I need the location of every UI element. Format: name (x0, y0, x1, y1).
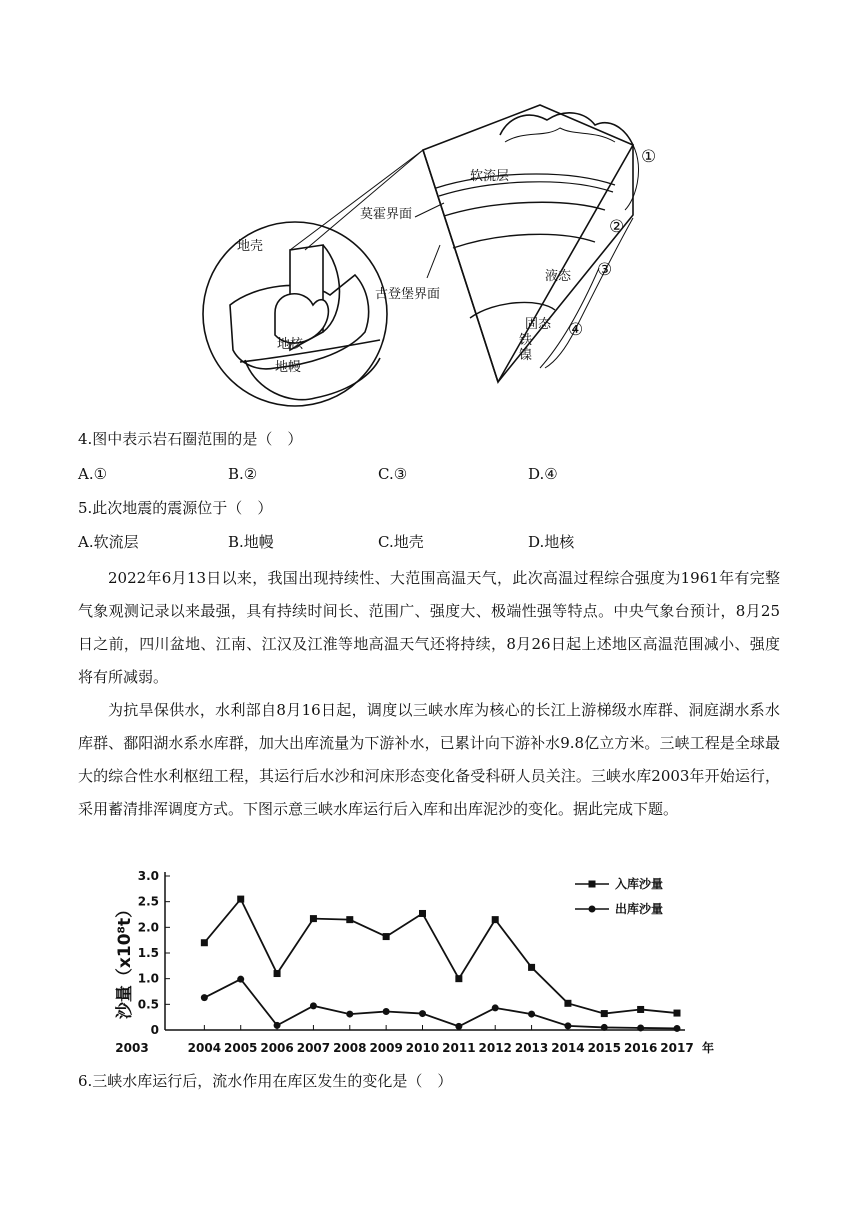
data-point-outflow (274, 1022, 281, 1029)
x-tick-label: 2004 (187, 1041, 222, 1055)
marker-4: ④ (568, 320, 584, 340)
series-line-inflow (204, 899, 677, 1013)
label-gutenberg: 古登堡界面 (375, 287, 441, 302)
marker-2: ② (609, 217, 625, 237)
mantle-line (240, 340, 380, 362)
question-5-stem: 5.此次地震的震源位于（ ） (78, 499, 273, 517)
data-point-inflow (492, 916, 499, 923)
legend-marker-square (589, 881, 596, 888)
q4-option-c[interactable]: C.③ (378, 465, 408, 483)
q5-option-c[interactable]: C.地壳 (378, 533, 424, 551)
label-moho: 莫霍界面 (360, 207, 413, 222)
x-tick-label: 2010 (405, 1041, 440, 1055)
x-tick-label: 2009 (369, 1041, 403, 1055)
q4-option-b[interactable]: B.② (228, 465, 258, 483)
data-point-outflow (237, 976, 244, 983)
data-point-inflow (419, 910, 426, 917)
label-solid: 固态 (525, 317, 552, 332)
data-point-outflow (346, 1011, 353, 1018)
projection-lines (290, 150, 423, 250)
legend-label: 出库沙量 (615, 902, 664, 916)
data-point-inflow (455, 975, 462, 982)
data-point-outflow (674, 1025, 681, 1032)
sediment-line-chart (110, 862, 730, 1062)
x-tick-label: 2013 (514, 1041, 549, 1055)
data-point-outflow (419, 1010, 426, 1017)
core-heart (275, 294, 328, 343)
leader-lines (415, 203, 444, 278)
question-4-stem: 4.图中表示岩石圈范围的是（ ） (78, 430, 303, 448)
q5-option-d[interactable]: D.地核 (528, 533, 575, 551)
legend-label: 入库沙量 (615, 877, 664, 891)
y-tick-label: 0.5 (137, 997, 159, 1012)
data-point-outflow (528, 1011, 535, 1018)
data-point-outflow (455, 1023, 462, 1030)
globe-cutaway (203, 222, 387, 406)
data-point-outflow (492, 1004, 499, 1011)
data-point-outflow (601, 1024, 608, 1031)
x-unit-label: 年 (702, 1041, 715, 1055)
x-tick-label: 2008 (333, 1041, 367, 1055)
passage-paragraph-2: 为抗旱保供水，水利部自8月16日起，调度以三峡水库为核心的长江上游梯级水库群、洞庭湖水系水库群、鄱阳湖水系水库群，加大出库流量为下游补水，已累计向下游补水9.8亿立方米。三峡工程是全球最大的综合性水利枢纽工程，其运行后水沙和河床形态变化备受科研人员关注。三峡水库2003年开始运行，采用蓄清排浑调度方式。下图示意三峡水库运行后入库和出库泥沙的变化。据此完成下题。 (78, 701, 780, 818)
y-tick-label: 0 (150, 1023, 159, 1037)
label-core: 地核 (277, 337, 304, 352)
label-iron: 铁 (519, 333, 533, 348)
x-tick-label: 2003 (115, 1041, 149, 1055)
data-point-inflow (564, 1000, 571, 1007)
data-point-inflow (528, 964, 535, 971)
y-tick-label: 3.0 (137, 869, 159, 883)
x-tick-label: 2005 (224, 1041, 258, 1055)
data-point-inflow (201, 939, 208, 946)
q4-option-a[interactable]: A.① (78, 465, 108, 483)
x-tick-label: 2014 (551, 1041, 585, 1055)
label-mantle: 地幔 (275, 360, 302, 375)
chart-legend (575, 876, 663, 916)
x-tick-label: 2012 (478, 1041, 512, 1055)
label-asthenosphere: 软流层 (470, 169, 510, 184)
data-point-outflow (383, 1008, 390, 1015)
x-tick-label: 2017 (660, 1041, 694, 1055)
data-point-inflow (310, 915, 317, 922)
q4-option-d[interactable]: D.④ (528, 465, 558, 483)
data-point-inflow (346, 916, 353, 923)
q5-option-a[interactable]: A.软流层 (78, 533, 139, 551)
question-6-stem: 6.三峡水库运行后，流水作用在库区发生的变化是（ ） (78, 1072, 453, 1090)
x-tick-label: 2011 (442, 1041, 476, 1055)
data-point-inflow (383, 933, 390, 940)
passage-paragraph-1: 2022年6月13日以来，我国出现持续性、大范围高温天气，此次高温过程综合强度为1961年有完整气象观测记录以来最强，具有持续时间长、范围广、强度大、极端性强等特点。中央气象台预计，8月25日之前，四川盆地、江南、江汉及江淮等地高温天气还将持续，8月26日起上述地区高温范围减小、强度将有所减弱。 (78, 569, 780, 686)
label-nickel: 镍 (519, 348, 533, 363)
series-line-outflow (204, 979, 677, 1028)
label-liquid: 液态 (545, 269, 572, 284)
x-tick-label: 2016 (623, 1041, 658, 1055)
data-point-inflow (274, 970, 281, 977)
data-point-inflow (637, 1006, 644, 1013)
x-tick-label: 2007 (296, 1041, 331, 1055)
earth-structure-diagram (195, 100, 665, 420)
label-crust: 地壳 (237, 239, 264, 254)
marker-3: ③ (597, 260, 613, 280)
data-point-outflow (201, 994, 208, 1001)
y-tick-label: 1.0 (137, 971, 159, 986)
q5-option-b[interactable]: B.地幔 (228, 533, 274, 551)
data-point-inflow (674, 1010, 681, 1017)
chart-ylabel: 沙量（x10⁸t） (115, 900, 135, 1020)
x-tick-label: 2006 (260, 1041, 294, 1055)
x-tick-label: 2015 (587, 1041, 621, 1055)
y-tick-label: 2.5 (137, 894, 159, 909)
marker-1: ① (641, 147, 657, 167)
chart-series (201, 896, 681, 1032)
data-point-inflow (237, 896, 244, 903)
data-point-outflow (637, 1024, 644, 1031)
data-point-inflow (601, 1010, 608, 1017)
legend-marker-circle (589, 906, 596, 913)
y-tick-label: 1.5 (137, 946, 159, 960)
data-point-outflow (564, 1022, 571, 1029)
data-point-outflow (310, 1002, 317, 1009)
y-tick-label: 2.0 (137, 920, 159, 935)
